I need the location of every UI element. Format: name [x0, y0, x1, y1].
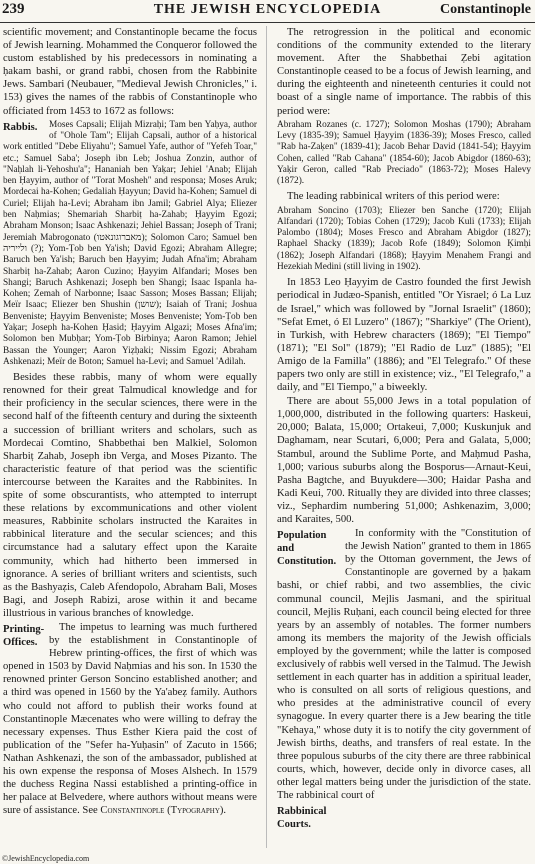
see-also-link[interactable]: Constantinople (Typography).	[100, 805, 227, 817]
left-paragraph-2: Besides these rabbis, many of whom were equally renowned for their great Talmudical knowledge and for their proficiency in the secular sciences, there were in the second half of the fifteenth century and during the sixteenth a succession of brilliant writers and scholars, such as Mordecai Comtino, Shabbethai ben Malkiel, Solomon Sharbiṭ Zahab, Joseph ibn Verga, and Moses Pizanto. The characteristic feature of that period was the scientific intercourse between the Karaites and the Rabbinites. In spite of some obscurantists, who attempted to interrupt these relations by excommunications and other violent measures, Rabbinite scholars instructed the Karaites in rabbinical literature and the secular sciences; and this circumstance had a salutary effect upon the Karaite community, which had hitherto been immersed in ignorance. A series of brilliant writers and scientists, such as the Bashyaẓis, Caleb Afendopolo, Abraham Bali, Moses Bagi, and Joseph Rabizi, arose within it and became illustrious in various branches of knowledge.	[3, 372, 257, 619]
page-header	[0, 0, 535, 23]
right-paragraph-3: In 1853 Leo Ḥayyim de Castro founded the first Jewish periodical in Judæo-Spanish, entitled "Or Yisrael; ó La Luz de Israel," which was followed by "Jornal Israelit" (1860); "Sefat Emet, ó El Luzero" (1867); "Sharkiye" (The Orient), in Turkish, with Hebrew characters (1869); "El Tiempo" (1871); "El Sol" (1879); "El Radio de Luz" (1885); "El Amigo de la Familla" (1886); and "El Telegrafo." Of these papers two only are still in existence; viz., "El Telegrafo," a daily, and "El Tiempo," a biweekly.	[277, 277, 531, 394]
page-number: 239	[2, 1, 25, 17]
right-paragraph-4: There are about 55,000 Jews in a total population of 1,000,000, distributed in the following quarters: Haskeui, 20,000; Balata, 15,000; Ortakeui, 7,000; Kuskunjuk and Daghamam, near Scutari, 6,000; Pera and Galata, 5,000; Stambul, around the Sublime Porte, and Maḥmud Pasha, 1,000; various suburbs along the Bosporus—Arnaut-Keui, Pasha Bagtche, and Buyukdere—300; Haidar Pasha and Kadi Keui, 700. Ritually they are divided into three classes; viz., Sephardim numbering 51,000; Ashkenazim, 3,000; and Karaites, 500.	[277, 396, 531, 525]
writers-list: Abraham Soncino (1703); Eliezer ben Sanche (1720); Elijah Alfandari (1720); Tobias Cohen (1729); Jacob Kuli (1733); Elijah Palombo (1804); Moses Fresco and Abraham Abigdor (1827); Raphael Shacky (1839); Jacob Rofe (1849); Solomon Ḳimḥi (1862); Joseph Alfandari (1868); Ḥayyim Menahem Frangi and Hezekiah Medini (still living in 1902).	[277, 205, 531, 273]
right-paragraph-1: The retrogression in the political and economic conditions of the community extended to the literary movement. After the Shabbethai Ẓebi agitation Constantinople ceased to be a focus of Jewish learning, and during the eighteenth and nineteenth centuries it could not boast of a single name of importance. The rabbis of this period were:	[277, 27, 531, 117]
catchword: Constantinople	[439, 2, 531, 17]
sidenote-printing-offices: Printing-Offices.	[3, 623, 45, 648]
sidenote-population: Population and Constitution.	[277, 530, 337, 568]
sidenote-rabbinical-courts: Rabbinical Courts.	[277, 806, 327, 831]
left-paragraph-1: scientific movement; and Constantinople became the focus of Jewish learning. Mohammed the Conqueror followed the custom established by his predecessors in nominating a ḥakam bashi, or grand rabbi, chosen from the Rabbinite Jews. Sambari (Neubauer, "Medieval Jewish Chronicles," i. 153) gives the names of the rabbis of Constantinople who officiated from 1453 to 1672 as follows:	[3, 27, 257, 117]
sidenote-rabbis: Rabbis.	[3, 121, 38, 133]
copyright-credit: ©JewishEncyclopedia.com	[2, 854, 90, 863]
left-column	[3, 26, 257, 850]
rabbis-list-1453-1672: Moses Capsali; Elijah Mizraḥi; Tam ben Yaḥya, author of "Ohole Tam"; Elijah Capsali, author of a historical work entitled "Debe Eliyahu"; Samuel Yafe, author of "Yefeh Toar," etc.; Samuel Saba'; Joseph ibn Leb; Joshua Zonzin, author of "Naḥlah li-Yehoshu'a"; Hananiah ben Yaḳar; Jehiel 'Anab; Elijah ben Ḥayyim, author of "Torat Mosheh" and responsa; Moses Aruk; Mordecai ha-Kohen; Gedaliah Ḥayyun; David ha-Kohen; Samuel di Curiel; Elijah ha-Levi; Abraham ibn Jamil; Gabriel Alya; Eliezer ben Naḥmias; Shemariah Sharbiṭ ha-Zahab; Ḥayyim Egozi; Abraham Monson; Isaac Ashkenazi; Jehiel Bassan; Joseph of Trani; Jeremiah Mabrogonato (מאברוגונאטו); Solomon Caro; Samuel ben ולייריה (?); Yom-Ṭob ben Ya'ish; David Egozi; Abraham Allegre; Baruch ben Ya'ish; Baruch ben Ḥayyim; Judah Afna'im; Abraham Sharbiṭ ha-Zahab; Aaron Cuzino; Ḥayyim Alfandari; Moses ben Shangi; Baruch Ashkenazi; Joseph ben Shangi; Isaac Ispanla ha-Kohen; Zemah of Narbonne; Isaac Sasson; Moses Bassan; Elijah; Meïr Isaac; Eliezer ben Shushin (שושן); Isaiah of Trani; Joshua Benveniste; Ḥayyim Benveniste; Moses Benveniste; Yom-Ṭob ben Yaḳar; Joseph ha-Kohen Ḥasid; Ḥayyim Algazi; Moses Afna'im; Solomon ben Mubḥar; Yom-Ṭob Birbinya; Aaron Ramon; Jehiel Bassan the Younger; Aaron Yiẓḥaki; Nissim Egozi; Abraham Ashkenazi; Meïr de Boton; Samuel ha-Levi; and Samuel 'Adilah.	[3, 119, 257, 367]
printing-text: The impetus to learning was much furthered by the establishment in Constantinople of Hebrew printing-offices, the first of which was opened in 1503 by David Naḥmias and his son. In 1530 the renowned printer Gerson Soncino established another; and a third was opened in 1560 by the Ya'abeẓ family. Authors who could not afford to publish their works found at Constantinople Mæcenates who were willing to defray the necessary expenses. Thus Esther Kiera paid the cost of publication of the "Sefer ha-Yuḥasin" of Zacuto in 1566; Nathan Ashkenazi, the son of the ambassador, published at his own expense the responsa of Moses Alshech. In 1579 the duchess Regina Nassi established a printing-office in her palace at Belvedere, where authors without means were sure of assistance. See	[3, 621, 257, 817]
left-paragraph-3	[3, 621, 257, 817]
running-title: THE JEWISH ENCYCLOPEDIA	[153, 2, 382, 17]
right-column	[277, 26, 531, 850]
rabbis-list-later: Abraham Rozanes (c. 1727); Solomon Moshas (1790); Abraham Levy (1835-39); Samuel Ḥayyim (1836-39); Moses Fresco, called "Rab ha-Zaḳen" (1839-41); Jacob Behar David (1841-54); Ḥayyim Cohen, called "Rab Cahana" (1854-60); Jacob Abigdor (1860-63); Yaḳir Geron, called "Rab Preciado" (1863-72); Moses Halevy (1872).	[277, 119, 531, 187]
column-divider	[266, 26, 267, 848]
right-paragraph-5: In conformity with the "Constitution of the Jewish Nation" granted to them in 1865 by the Ottoman government, the Jews of Constantinople are governed by a ḥakam bashi, or chief rabbi, and two assemblies, the civic communal council, Mejlis Jasmani, and the spiritual council, Mejlis Ruḥani, each council being elected for three years by an assembly of notables. The former numbers among its members the majority of the Jewish officials employed by the government; while the latter is composed exclusively of rabbis well versed in the Talmud. The Jewish settlement in each quarter has in addition a spiritual leader, who is consulted on all sorts of religious questions, and who presides at the administrative council of every synagogue. In every quarter there is a Jew bearing the title "Kehaya," whose duty it is to notify the city government of Jewish births, deaths, and transfers of real estate. In the three populous suburbs of the city there are three rabbinical courts, which, however, decide only in divorce cases, all other legal matters being under the jurisdiction of the state. The rabbinical court of	[277, 528, 531, 801]
right-paragraph-2: The leading rabbinical writers of this period were:	[287, 191, 500, 203]
